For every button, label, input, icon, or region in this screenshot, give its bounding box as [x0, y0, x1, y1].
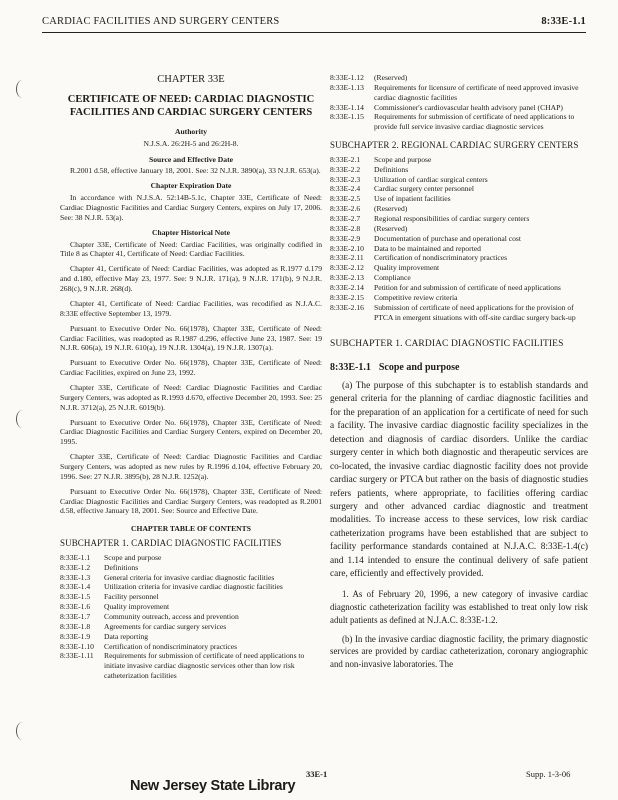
history-paragraph: Chapter 41, Certificate of Need: Cardiac Facilities, was adopted as R.1977 d.179 and d.180, effective May 23, 1977. See: 9 N.J.R. 171(a), 9 N.J.R. 171(b), 9 N.J.R. 268(c), 9 N.J.R. 268(d). — [60, 264, 322, 294]
toc-entry-number: 8:33E-2.5 — [330, 194, 361, 204]
page-number: 33E-1 — [306, 769, 328, 779]
toc-entry-number: 8:33E-2.10 — [330, 243, 364, 253]
toc-entry — [330, 194, 588, 204]
running-header — [42, 12, 586, 33]
section-heading — [330, 361, 588, 374]
toc-entry — [330, 184, 588, 194]
toc-entry — [330, 293, 588, 303]
expiration-text: In accordance with N.J.S.A. 52:14B-5.1c, Chapter 33E, Certificate of Need: Cardiac Diagnostic Facilities and Cardiac Surgery Centers, expires on July 17, 2006. See: 38 N.J.R. 53(a). — [60, 193, 322, 222]
toc-entry-title: Utilization criteria for invasive cardiac diagnostic facilities — [104, 582, 283, 592]
toc-subchapter-2-list — [330, 155, 588, 323]
header-section: 8:33E-1.1 — [541, 16, 586, 27]
toc-entry-title: Facility personnel — [104, 592, 159, 602]
toc-entry — [60, 563, 322, 573]
toc-entry-number: 8:33E-1.9 — [60, 631, 91, 641]
toc-entry-title: Certification of nondiscriminatory practices — [104, 641, 238, 651]
toc-entry — [60, 553, 322, 563]
toc-entry-number: 8:33E-2.1 — [330, 154, 361, 164]
toc-entry-number: 8:33E-1.2 — [60, 562, 91, 572]
toc-entry — [330, 224, 588, 234]
toc-entry — [330, 112, 588, 132]
toc-entry-number: 8:33E-1.14 — [330, 102, 364, 112]
paragraph-b: (b) In the invasive cardiac diagnostic facility, the primary diagnostic services are provided by cardiac catheterization, coronary angiographic and non-invasive laboratories. The — [330, 633, 588, 670]
library-stamp: New Jersey State Library — [130, 778, 296, 794]
toc-entry-title: (Reserved) — [374, 73, 408, 82]
toc-entry-title: Data to be maintained and reported — [374, 243, 481, 253]
toc-entry-title: Definitions — [374, 164, 409, 174]
chapter-number: CHAPTER 33E — [157, 74, 225, 85]
toc-entry-number: 8:33E-1.13 — [330, 82, 364, 92]
toc-entry — [330, 244, 588, 254]
punch-hole-mark — [16, 722, 29, 740]
toc-entry-title: (Reserved) — [374, 204, 408, 214]
section-title: Scope and purpose — [378, 361, 460, 373]
toc-entry-title: Cardiac surgery center personnel — [374, 184, 475, 194]
toc-entry-number: 8:33E-2.11 — [330, 253, 364, 263]
toc-entry-number: 8:33E-2.13 — [330, 273, 364, 283]
toc-entry-title: Community outreach, access and prevention — [104, 611, 239, 621]
toc-entry — [330, 234, 588, 244]
history-paragraph: Pursuant to Executive Order No. 66(1978), Chapter 33E, Certificate of Need: Cardiac Facilities, expired on June 23, 1992. — [60, 358, 322, 378]
toc-entry — [330, 283, 588, 293]
toc-entry — [60, 642, 322, 652]
paragraph-a: (a) The purpose of this subchapter is to establish standards and general criteria for the planning of cardiac diagnostic facilities and for the preparation of an application for a certificate of need for such a facility. The invasive cardiac diagnostic facility specializes in the detection and diagnosis of cardiac disorders. Unlike the cardiac surgery center in which both diagnostic and therapeutic services are co-located, the invasive cardiac diagnostic facility does not provide cardiac surgery or PTCA but rather on the basis of diagnostic studies refers patients, where appropriate, to facilities offering cardiac surgery and other advanced cardiac diagnostic and treatment modalities. To increase access to these services, low risk cardiac catheterization programs have been established that are subject to facility performance standards contained at N.J.A.C. 8:33E-1.4(c) and 1.14 intended to ensure the continual delivery of safe patient care, efficiently and effectively provided. — [330, 380, 588, 580]
toc-entry — [330, 175, 588, 185]
toc-entry-number: 8:33E-2.9 — [330, 233, 361, 243]
toc-entry-title: Use of inpatient facilities — [374, 194, 451, 204]
toc-entry — [330, 214, 588, 224]
toc-entry-title: Definitions — [104, 562, 139, 572]
toc-entry-title: Competitive review criteria — [374, 292, 458, 302]
toc-entry-number: 8:33E-2.3 — [330, 174, 361, 184]
history-heading: Chapter Historical Note — [152, 227, 230, 237]
toc-entry-title: Petition for and submission of certificate of need applications — [374, 283, 561, 293]
toc-entry — [330, 204, 588, 214]
toc-entry — [330, 253, 588, 263]
toc-entry — [330, 83, 588, 103]
toc-entry-number: 8:33E-2.12 — [330, 263, 364, 273]
right-column — [330, 73, 588, 677]
toc-entry-number: 8:33E-1.15 — [330, 112, 364, 122]
toc-subchapter-2-heading: SUBCHAPTER 2. REGIONAL CARDIAC SURGERY CENTERS — [330, 140, 579, 151]
subchapter-1-heading: SUBCHAPTER 1. CARDIAC DIAGNOSTIC FACILITIES — [330, 339, 564, 350]
toc-entry-number: 8:33E-1.1 — [60, 552, 91, 562]
toc-entry-title: Scope and purpose — [104, 552, 162, 562]
left-column — [60, 73, 322, 687]
history-paragraph: Chapter 41, Certificate of Need: Cardiac Facilities, was recodified as N.J.A.C. 8:33E effective September 13, 1979. — [60, 298, 322, 318]
toc-entry — [60, 573, 322, 583]
toc-entry — [60, 622, 322, 632]
toc-entry-title: Commissioner's cardiovascular health advisory panel (CHAP) — [374, 102, 563, 112]
punch-hole-mark — [16, 80, 29, 98]
toc-entry-number: 8:33E-1.5 — [60, 592, 91, 602]
toc-entry-number: 8:33E-1.7 — [60, 611, 91, 621]
toc-entry-title: (Reserved) — [374, 223, 408, 233]
toc-entry-title: Data reporting — [104, 631, 149, 641]
source-text: R.2001 d.58, effective January 18, 2001. See: 32 N.J.R. 3890(a), 33 N.J.R. 653(a). — [70, 166, 321, 176]
paragraph-a-1: 1. As of February 20, 1996, a new category of invasive cardiac diagnostic catheterization facility was established to treat only low risk adult patients as defined at N.J.A.C. 8:33E-1.2. — [330, 588, 588, 625]
toc-entry — [60, 632, 322, 642]
toc-entry — [330, 263, 588, 273]
toc-entry-number: 8:33E-1.3 — [60, 572, 91, 582]
toc-entry — [330, 103, 588, 113]
toc-entry-title: Documentation of purchase and operational cost — [374, 233, 521, 243]
toc-entry-title: Requirements for licensure of certificate of need approved invasive cardiac diagnostic facilities — [374, 82, 579, 102]
authority-heading: Authority — [174, 126, 208, 136]
toc-entry-title: Utilization of cardiac surgical centers — [374, 174, 488, 184]
toc-entry-number: 8:33E-2.6 — [330, 204, 361, 214]
toc-entry-number: 8:33E-2.8 — [330, 223, 361, 233]
toc-entry-title: Quality improvement — [104, 602, 170, 612]
authority-text: N.J.S.A. 26:2H-5 and 26:2H-8. — [143, 138, 239, 148]
toc-entry — [60, 612, 322, 622]
toc-entry-title: Requirements for submission of certificate of need applications to initiate invasive cardiac diagnostic services other than low risk catheterization facilities — [104, 651, 305, 681]
toc-entry-title: Requirements for submission of certificate of need applications to provide full service invasive cardiac diagnostic services — [374, 112, 575, 132]
history-paragraph: Chapter 33E, Certificate of Need: Cardiac Diagnostic Facilities and Cardiac Surgery Centers, was adopted as new rules by R.1996 d.104, effective February 20, 1996. See: 27 N.J.R. 3895(b), 28 N.J.R. 1252(a). — [60, 452, 322, 481]
toc-entry — [330, 273, 588, 283]
toc-entry-title: Scope and purpose — [374, 154, 432, 164]
toc-entry — [330, 303, 588, 323]
toc-entry-number: 8:33E-1.8 — [60, 621, 91, 631]
history-paragraph: Chapter 33E, Certificate of Need: Cardiac Diagnostic Facilities and Cardiac Surgery Centers, was adopted as R.1993 d.670, effective December 20, 1993. See: 25 N.J.R. 3712(a), 25 N.J.R. 6019(b). — [60, 382, 322, 412]
history-paragraph: Pursuant to Executive Order No. 66(1978), Chapter 33E, Certificate of Need: Cardiac Facilities, was readopted as R.1987 d.296, effective June 23, 1987. See: 19 N.J.R. 606(a), 19 N.J.R. 610(a), 19 N.J.R. 1304(a), 19 N.J.R. 1307(a). — [60, 323, 322, 353]
punch-hole-mark — [16, 410, 29, 428]
toc-heading: CHAPTER TABLE OF CONTENTS — [131, 524, 251, 534]
toc-entry-number: 8:33E-1.11 — [60, 651, 94, 661]
toc-entry-title: Agreements for cardiac surgery services — [104, 621, 227, 631]
toc-entry-number: 8:33E-2.4 — [330, 184, 361, 194]
toc-entry — [330, 73, 588, 83]
toc-entry-number: 8:33E-2.2 — [330, 164, 361, 174]
toc-entry-title: Certification of nondiscriminatory practices — [374, 253, 508, 263]
toc-entry — [60, 651, 322, 681]
history-paragraph: Pursuant to Executive Order No. 66(1978), Chapter 33E, Certificate of Need: Cardiac Diagnostic Facilities and Cardiac Surgery Centers, was readopted as R.2001 d.58, effective January 18, 2001. See: Source and Effective Date. — [60, 486, 322, 516]
toc-subchapter-1-list — [60, 553, 322, 681]
toc-subchapter-1-heading: SUBCHAPTER 1. CARDIAC DIAGNOSTIC FACILITIES — [60, 538, 282, 549]
toc-entry — [60, 592, 322, 602]
toc-entry-number: 8:33E-2.7 — [330, 214, 361, 223]
source-heading: Source and Effective Date — [148, 154, 233, 164]
history-paragraph: Pursuant to Executive Order No. 66(1978), Chapter 33E, Certificate of Need: Cardiac Diagnostic Facilities and Cardiac Surgery Centers, expired on December 20, 1995. — [60, 417, 322, 447]
section-number: 8:33E-1.1 — [330, 361, 371, 373]
toc-entry — [330, 165, 588, 175]
toc-entry-number: 8:33E-2.16 — [330, 302, 364, 312]
toc-entry — [60, 602, 322, 612]
toc-entry-number: 8:33E-1.12 — [330, 73, 364, 82]
toc-entry — [60, 582, 322, 592]
toc-entry-number: 8:33E-1.6 — [60, 602, 91, 612]
toc-entry-title: Regional responsibilities of cardiac surgery centers — [374, 214, 530, 223]
expiration-heading: Chapter Expiration Date — [150, 181, 232, 191]
toc-entry — [330, 155, 588, 165]
header-title: CARDIAC FACILITIES AND SURGERY CENTERS — [42, 16, 280, 27]
toc-entry-title: General criteria for invasive cardiac diagnostic facilities — [104, 572, 275, 582]
toc-entry-number: 8:33E-1.10 — [60, 641, 94, 651]
toc-entry-title: Submission of certificate of need applications for the provision of PTCA in emergent situations with off-site cardiac surgery back-up — [374, 302, 576, 322]
supplement-date: Supp. 1-3-06 — [526, 769, 571, 779]
toc-entry-number: 8:33E-2.14 — [330, 283, 364, 293]
history-paragraph: Chapter 33E, Certificate of Need: Cardiac Facilities, was originally codified in Title 8 as Chapter 41, Certificate of Need: Cardiac Facilities. — [60, 239, 322, 259]
toc-entry-title: Compliance — [374, 273, 411, 283]
toc-entry-title: Quality improvement — [374, 263, 440, 273]
toc-entry-number: 8:33E-1.4 — [60, 582, 91, 592]
toc-entry-number: 8:33E-2.15 — [330, 292, 364, 302]
toc-subchapter-1-continued — [330, 73, 588, 132]
chapter-title: CERTIFICATE OF NEED: CARDIAC DIAGNOSTIC FACILITIES AND CARDIAC SURGERY CENTERS — [67, 93, 315, 118]
